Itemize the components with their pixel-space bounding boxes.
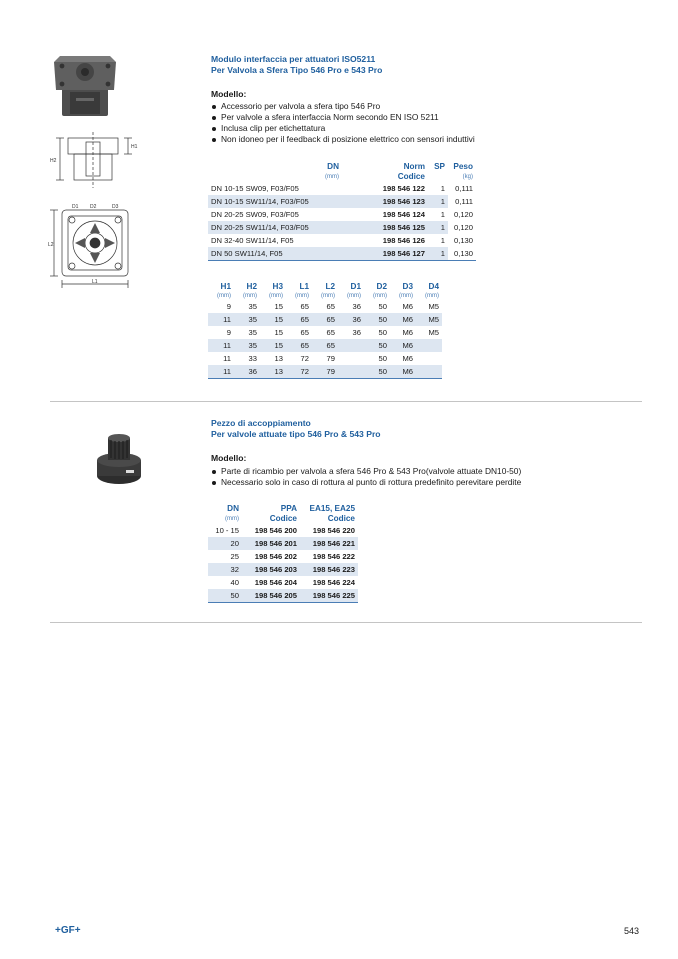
- cell: 0,120: [453, 223, 473, 232]
- bullet-item: Per valvole a sfera interfaccia Norm secondo EN ISO 5211: [211, 112, 475, 123]
- cell: M6: [390, 313, 416, 326]
- cell: 198 546 201: [242, 537, 300, 550]
- side-view-drawing: [48, 128, 138, 192]
- cell: 10 - 15: [215, 526, 239, 535]
- label-d3: D3: [112, 204, 119, 210]
- cell: 198 546 125: [342, 221, 428, 234]
- col-h3: H3: [272, 282, 283, 291]
- unit: (mm): [399, 293, 413, 299]
- cell: 72: [286, 365, 312, 379]
- gf-logo: +GF+: [55, 925, 81, 936]
- label-h1: H1: [131, 144, 138, 150]
- cell: 198 546 225: [300, 589, 358, 603]
- cell: 198 546 123: [342, 195, 428, 208]
- table-row: [208, 221, 476, 234]
- section1-title-line2: Per Valvola a Sfera Tipo 546 Pro e 543 Pro: [211, 65, 383, 75]
- cell: 35: [234, 339, 260, 352]
- cell: 198 546 205: [242, 589, 300, 603]
- dimensions-table: [208, 282, 442, 379]
- cell: 65: [300, 328, 309, 337]
- cell: [338, 352, 364, 365]
- cell: 198 546 202: [254, 552, 297, 561]
- cell: DN 20-25 SW11/14, F03/F05: [208, 221, 342, 234]
- cell: 50: [208, 589, 242, 603]
- coupling-piece-photo: [92, 430, 146, 486]
- table-row: [208, 524, 358, 537]
- unit: (mm): [347, 293, 361, 299]
- cell: 50: [364, 313, 390, 326]
- col-l1: L1: [299, 282, 309, 291]
- section1-title: [211, 54, 382, 76]
- cell: 11: [208, 339, 234, 352]
- cell: 198 546 204: [254, 578, 297, 587]
- col-dn: DN: [327, 162, 339, 171]
- cell: 11: [223, 354, 231, 363]
- cell: 20: [208, 537, 242, 550]
- cell: 198 546 223: [300, 563, 358, 576]
- table-row: [208, 339, 442, 352]
- cell: 9: [226, 328, 231, 337]
- cell: 50: [378, 354, 387, 363]
- cell: 36: [352, 328, 361, 337]
- bullet-item: Inclusa clip per etichettatura: [211, 123, 475, 134]
- cell: 65: [286, 339, 312, 352]
- cell: 198 546 221: [300, 537, 358, 550]
- section-divider: [50, 401, 642, 402]
- cell: 79: [326, 354, 335, 363]
- product-code-table: [208, 162, 476, 261]
- section2-modello-label: Modello:: [211, 453, 247, 463]
- table-row: [208, 563, 358, 576]
- cell: 32: [208, 563, 242, 576]
- cell: M6: [390, 339, 416, 352]
- cell: DN 10-15 SW11/14, F03/F05: [208, 195, 342, 208]
- cell: 198 546 200: [254, 526, 297, 535]
- cell: 65: [300, 302, 309, 311]
- col-ea: EA15, EA25: [309, 504, 355, 513]
- cell: M6: [390, 365, 416, 379]
- col-ea-codice: Codice: [327, 514, 355, 523]
- cell: DN 50 SW11/14, F05: [208, 247, 342, 261]
- col-d3: D3: [402, 282, 413, 291]
- table-row: [208, 234, 476, 247]
- unit-dn: (mm): [225, 516, 239, 522]
- unit-sp: [428, 172, 448, 182]
- table-row: [208, 208, 476, 221]
- cell: 50: [378, 302, 387, 311]
- label-d2: D2: [90, 204, 97, 210]
- cell: M5: [428, 302, 439, 311]
- cell: 13: [260, 365, 286, 379]
- cell: 198 546 222: [312, 552, 355, 561]
- table-row: [208, 313, 442, 326]
- cell: 33: [248, 354, 257, 363]
- unit: (mm): [373, 293, 387, 299]
- section1-bullets: [211, 101, 475, 145]
- section2-title-line2: Per valvole attuate tipo 546 Pro & 543 Pro: [211, 429, 381, 439]
- cell: M6: [402, 302, 413, 311]
- section2-bullets: [211, 466, 521, 488]
- cell: M6: [402, 354, 413, 363]
- label-l1: L1: [92, 279, 98, 285]
- cell: 1: [440, 184, 445, 193]
- label-d1: D1: [72, 204, 79, 210]
- cell: 15: [260, 313, 286, 326]
- cell: 9: [226, 302, 231, 311]
- table-row: [208, 550, 358, 563]
- unit: (mm): [269, 293, 283, 299]
- cell: 50: [364, 339, 390, 352]
- cell: 50: [364, 365, 390, 379]
- table-row: [208, 300, 442, 313]
- cell: 65: [312, 313, 338, 326]
- cell: 13: [274, 354, 283, 363]
- cell: 1: [428, 247, 448, 261]
- cell: 0,130: [453, 236, 473, 245]
- cell: 198 546 122: [382, 184, 425, 193]
- cell: 72: [300, 354, 309, 363]
- cell: 11: [208, 365, 234, 379]
- cell: [338, 339, 364, 352]
- cell: 0,120: [453, 210, 473, 219]
- col-h2: H2: [246, 282, 257, 291]
- cell: 65: [312, 339, 338, 352]
- cell: 15: [274, 302, 283, 311]
- cell: 0,111: [455, 184, 473, 193]
- table-row: [208, 352, 442, 365]
- col-l2: L2: [325, 282, 335, 291]
- cell: 36: [234, 365, 260, 379]
- unit: (mm): [217, 293, 231, 299]
- table-row: [208, 589, 358, 603]
- cell: 1: [440, 236, 445, 245]
- cell: 65: [286, 313, 312, 326]
- cell: 25: [230, 552, 239, 561]
- cell: [338, 365, 364, 379]
- cell: DN 32-40 SW11/14, F05: [211, 236, 294, 245]
- section1-modello-label: Modello:: [211, 89, 247, 99]
- table-row: [208, 537, 358, 550]
- cell: 198 546 124: [382, 210, 425, 219]
- label-l2: L2: [48, 242, 54, 248]
- bullet-item: Accessorio per valvola a sfera tipo 546 Pro: [211, 101, 475, 112]
- unit: (mm): [295, 293, 309, 299]
- cell: DN 20-25 SW09, F03/F05: [211, 210, 299, 219]
- cell: 79: [312, 365, 338, 379]
- table-row: [208, 195, 476, 208]
- bullet-item: Parte di ricambio per valvola a sfera 546 Pro & 543 Pro(valvole attuate DN10-50): [211, 466, 521, 477]
- cell: 35: [234, 313, 260, 326]
- top-view-drawing: [48, 200, 138, 290]
- table-row: [208, 247, 476, 261]
- unit: (mm): [321, 293, 335, 299]
- col-codice: Codice: [397, 172, 425, 181]
- cell: 198 546 220: [312, 526, 355, 535]
- cell: 1: [440, 210, 445, 219]
- cell: 15: [274, 328, 283, 337]
- cell: DN 10-15 SW09, F03/F05: [211, 184, 299, 193]
- unit: (mm): [425, 293, 439, 299]
- cell: M5: [428, 328, 439, 337]
- cell: M6: [402, 328, 413, 337]
- col-peso: Peso: [453, 162, 473, 171]
- bullet-item: Non idoneo per il feedback di posizione elettrico con sensori induttivi: [211, 134, 475, 145]
- cell: 198 546 127: [342, 247, 428, 261]
- interface-module-photo: [48, 52, 122, 120]
- col-norm: Norm: [403, 162, 425, 171]
- col-d4: D4: [428, 282, 439, 291]
- bullet-item: Necessario solo in caso di rottura al punto di rottura predefinito perevitare perdite: [211, 477, 521, 488]
- cell: [416, 352, 442, 365]
- table-row: [208, 576, 358, 589]
- cell: M5: [416, 313, 442, 326]
- col-ppa: PPA: [280, 504, 297, 513]
- unit-dn: (mm): [325, 174, 339, 180]
- cell: 0,111: [455, 197, 473, 206]
- cell: 11: [208, 313, 234, 326]
- cell: 35: [248, 328, 257, 337]
- cell: [416, 365, 442, 379]
- col-h1: H1: [220, 282, 231, 291]
- page-number: 543: [624, 926, 640, 936]
- unit-peso: (kg): [462, 174, 473, 180]
- cell: 65: [326, 328, 335, 337]
- col-sp: SP: [434, 162, 445, 171]
- col-ppa-codice: Codice: [269, 514, 297, 523]
- cell: 36: [352, 302, 361, 311]
- cell: 1: [428, 221, 448, 234]
- cell: 0,130: [448, 247, 476, 261]
- unit: (mm): [243, 293, 257, 299]
- coupling-code-table: [208, 504, 358, 603]
- cell: 40: [230, 578, 239, 587]
- cell: 198 546 203: [242, 563, 300, 576]
- cell: 1: [428, 195, 448, 208]
- section-divider: [50, 622, 642, 623]
- table-row: [208, 182, 476, 195]
- cell: 50: [378, 328, 387, 337]
- cell: 36: [338, 313, 364, 326]
- label-h2: H2: [50, 158, 57, 164]
- section1-title-line1: Modulo interfaccia per attuatori ISO5211: [211, 54, 376, 64]
- cell: 65: [326, 302, 335, 311]
- cell: 198 546 126: [382, 236, 425, 245]
- cell: 15: [260, 339, 286, 352]
- col-d2: D2: [376, 282, 387, 291]
- col-d1: D1: [350, 282, 361, 291]
- cell: 35: [248, 302, 257, 311]
- cell: [416, 339, 442, 352]
- table-row: [208, 365, 442, 379]
- section2-title: [211, 418, 381, 440]
- cell: 198 546 224: [312, 578, 355, 587]
- table-row: [208, 326, 442, 339]
- col-dn: DN: [227, 504, 239, 513]
- section2-title-line1: Pezzo di accoppiamento: [211, 418, 311, 428]
